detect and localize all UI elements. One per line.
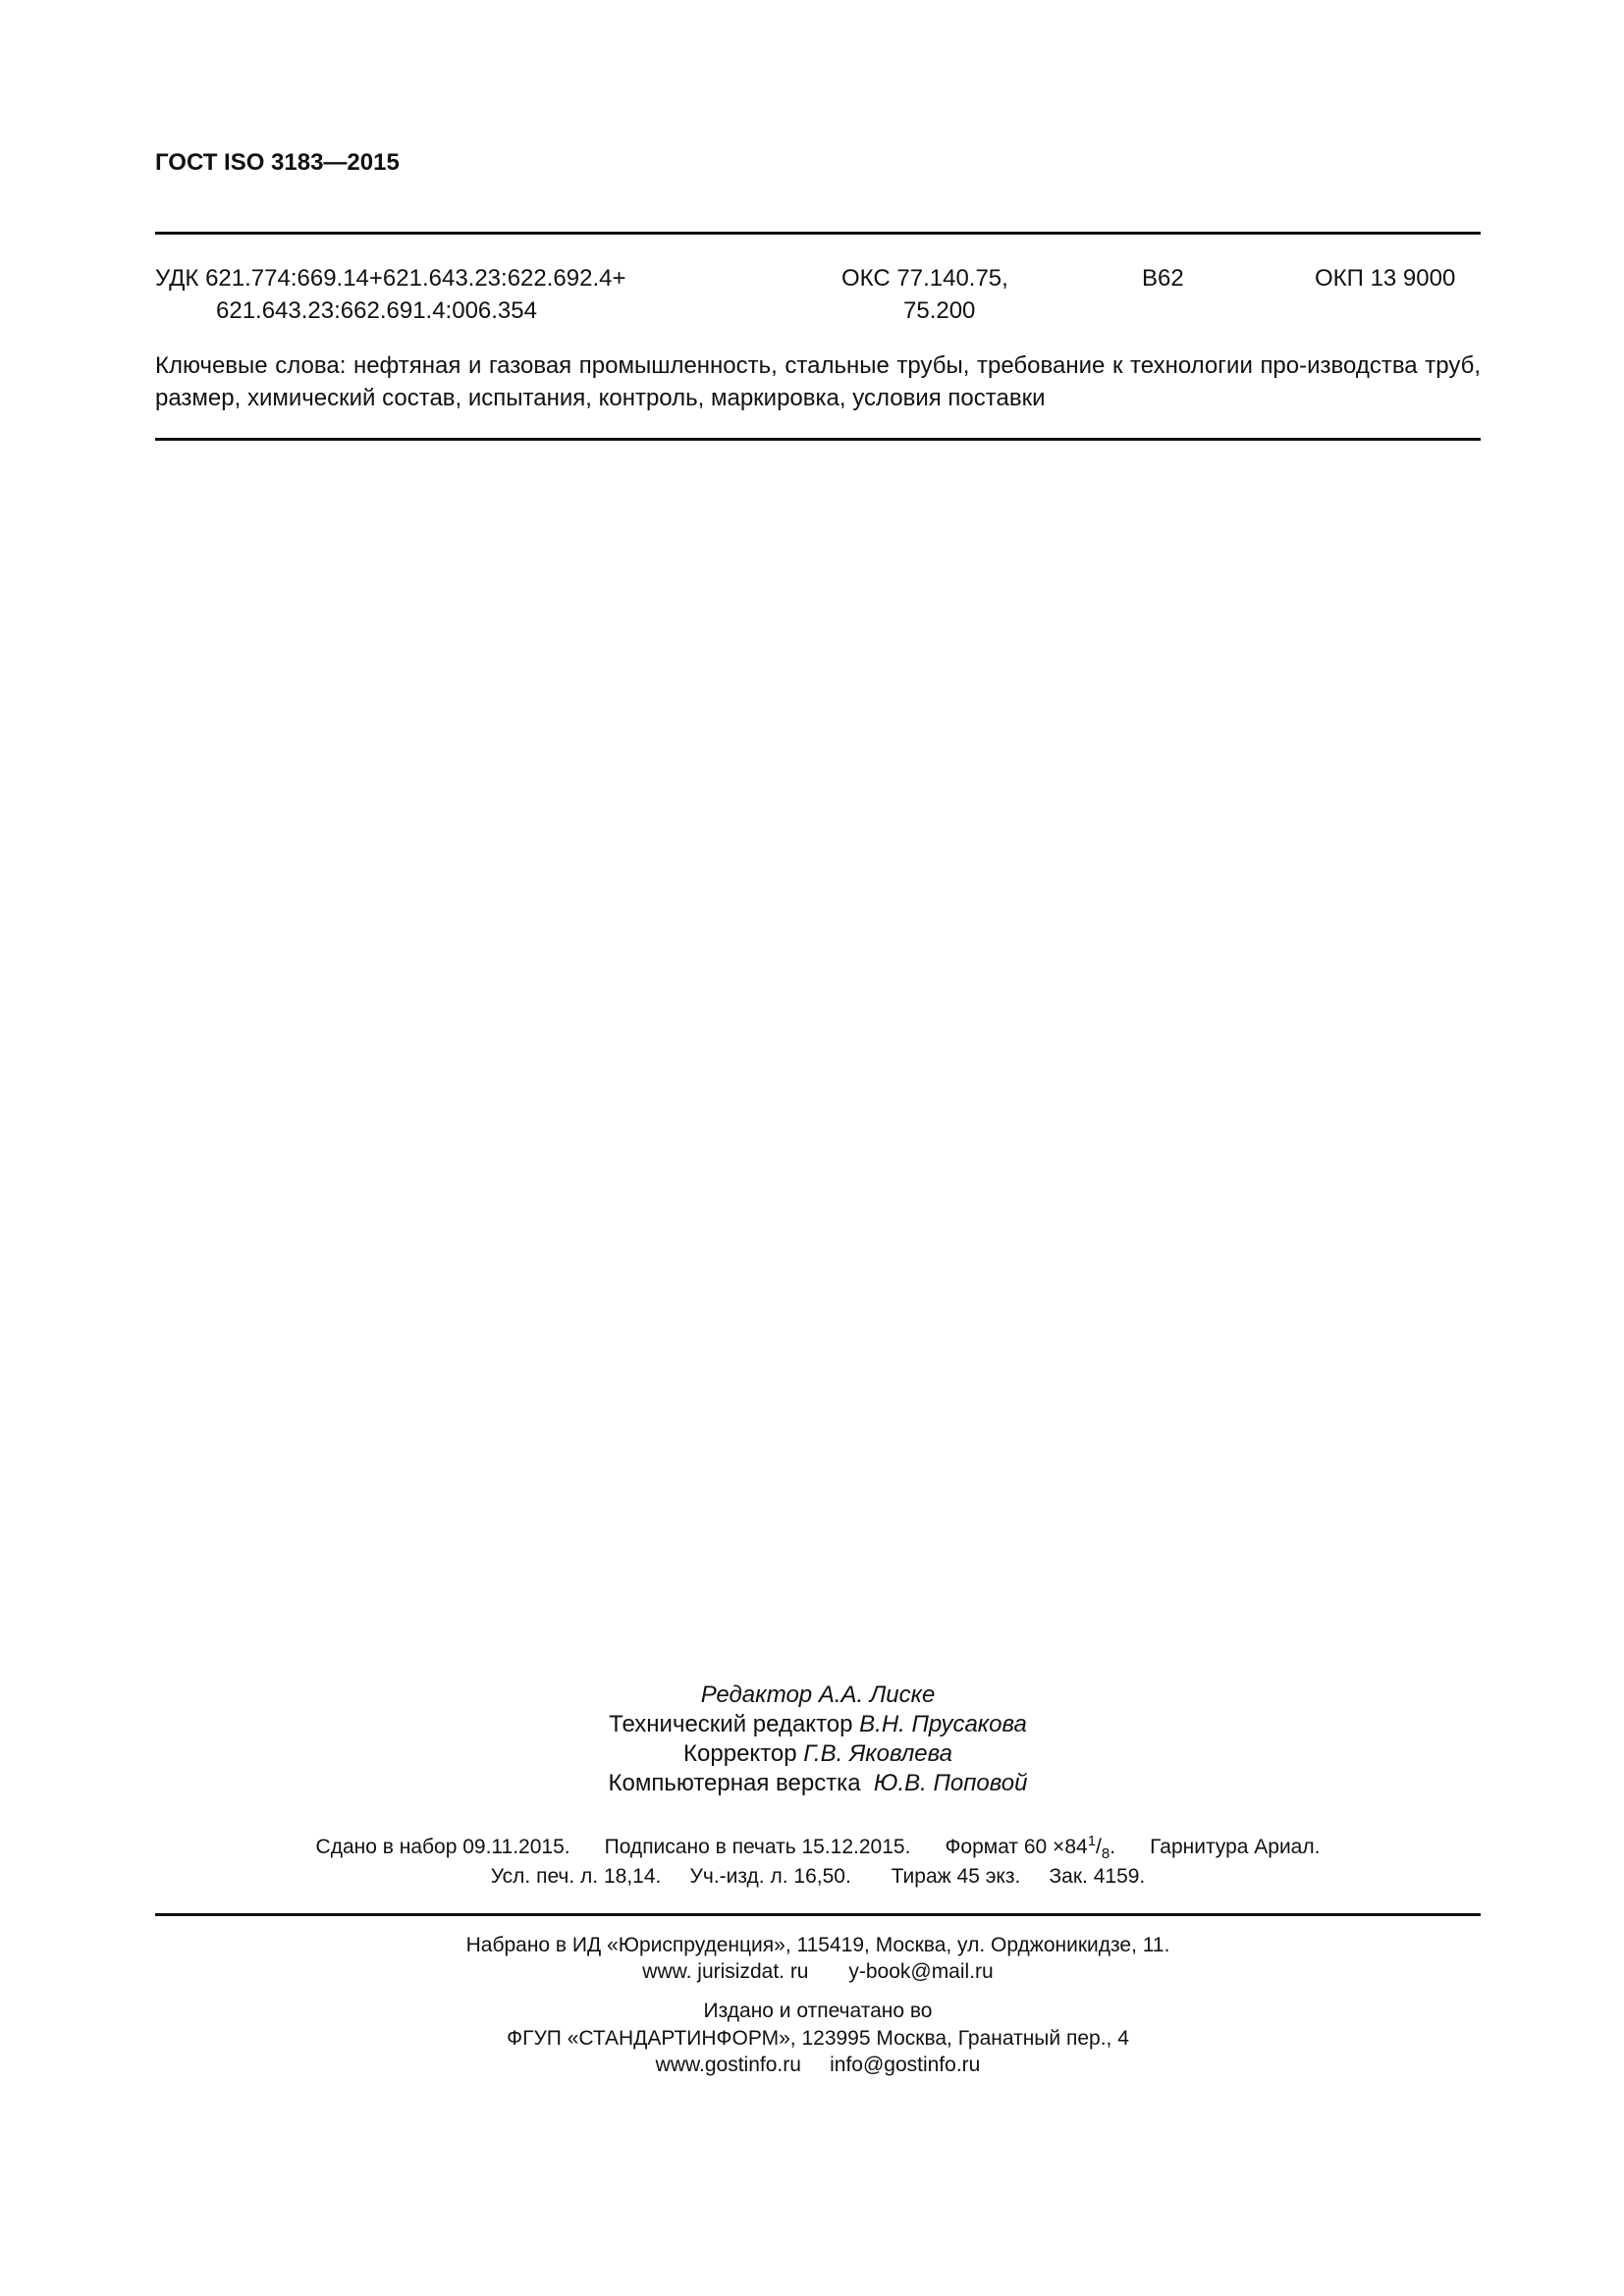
credit-layout xyxy=(155,1767,1481,1799)
group-code: В62 xyxy=(1142,265,1184,292)
tech-editor-label: Технический редактор xyxy=(609,1711,853,1737)
corrector-name: Г.В. Яковлева xyxy=(803,1740,952,1767)
imprint-line2 xyxy=(155,1863,1481,1891)
typeset-contacts xyxy=(155,1958,1481,1986)
typeset-info: Набрано в ИД «Юриспруденция», 115419, Москва, ул. Орджоникидзе, 11. xyxy=(465,1934,1170,1956)
oks-code: ОКС 77.140.75, xyxy=(841,265,1008,292)
printed-info-line1: Издано и отпечатано во xyxy=(703,2000,933,2022)
divider xyxy=(155,438,1481,441)
layout-name: Ю.В. Поповой xyxy=(873,1770,1028,1796)
divider xyxy=(155,1913,1481,1916)
printed-website[interactable]: www.gostinfo.ru xyxy=(655,2054,801,2076)
credit-corrector xyxy=(155,1737,1481,1770)
credit-editor xyxy=(155,1679,1481,1711)
typeset-email[interactable]: y-book@mail.ru xyxy=(848,1960,994,1983)
tech-editor-name: В.Н. Прусакова xyxy=(859,1711,1027,1737)
order-number: Зак. 4159. xyxy=(1049,1865,1146,1888)
okp-code: ОКП 13 9000 xyxy=(1315,265,1456,292)
oks-code-cont: 75.200 xyxy=(903,297,976,324)
print-sheets: Усл. печ. л. 18,14. xyxy=(490,1865,662,1888)
signed-date: Подписано в печать 15.12.2015. xyxy=(604,1836,911,1858)
divider xyxy=(155,232,1481,235)
circulation: Тираж 45 экз. xyxy=(891,1865,1021,1888)
format-num: 1 xyxy=(1087,1833,1097,1849)
pub-sheets: Уч.-изд. л. 16,50. xyxy=(689,1865,851,1888)
format: Формат $60 \times 84^1/_8$. xyxy=(945,1833,1116,1863)
udk-code-cont: 621.643.23:662.691.4:006.354 xyxy=(216,297,537,324)
udk-code: УДК 621.774:669.14+621.643.23:622.692.4+ xyxy=(155,265,626,292)
submitted-date: Сдано в набор 09.11.2015. xyxy=(315,1836,570,1858)
document-header: ГОСТ ISO 3183—2015 xyxy=(155,149,400,176)
typeface: Гарнитура Ариал. xyxy=(1150,1836,1321,1858)
corrector-label: Корректор xyxy=(683,1740,797,1767)
format-prefix: Формат 60 ×84 xyxy=(945,1836,1088,1858)
typeset-website[interactable]: www. jurisizdat. ru xyxy=(642,1960,809,1983)
format-den: 8 xyxy=(1101,1845,1110,1863)
editor-label: Редактор xyxy=(700,1682,813,1708)
printed-email[interactable]: info@gostinfo.ru xyxy=(830,2054,981,2076)
layout-label: Компьютерная верстка xyxy=(608,1770,861,1796)
format-suffix: . xyxy=(1110,1836,1116,1858)
editor-name: А.А. Лиске xyxy=(818,1682,936,1708)
printed-info-line2: ФГУП «СТАНДАРТИНФОРМ», 123995 Москва, Гранатный пер., 4 xyxy=(507,2027,1129,2050)
credit-tech-editor xyxy=(155,1708,1481,1740)
imprint-line1 xyxy=(155,1834,1481,1861)
keywords: Ключевые слова: нефтяная и газовая промышленность, стальные трубы, требование к технологии про-изводства труб, размер, химический состав, испытания, контроль, маркировка, условия поставки xyxy=(155,352,1481,411)
printed-contacts xyxy=(155,2052,1481,2079)
